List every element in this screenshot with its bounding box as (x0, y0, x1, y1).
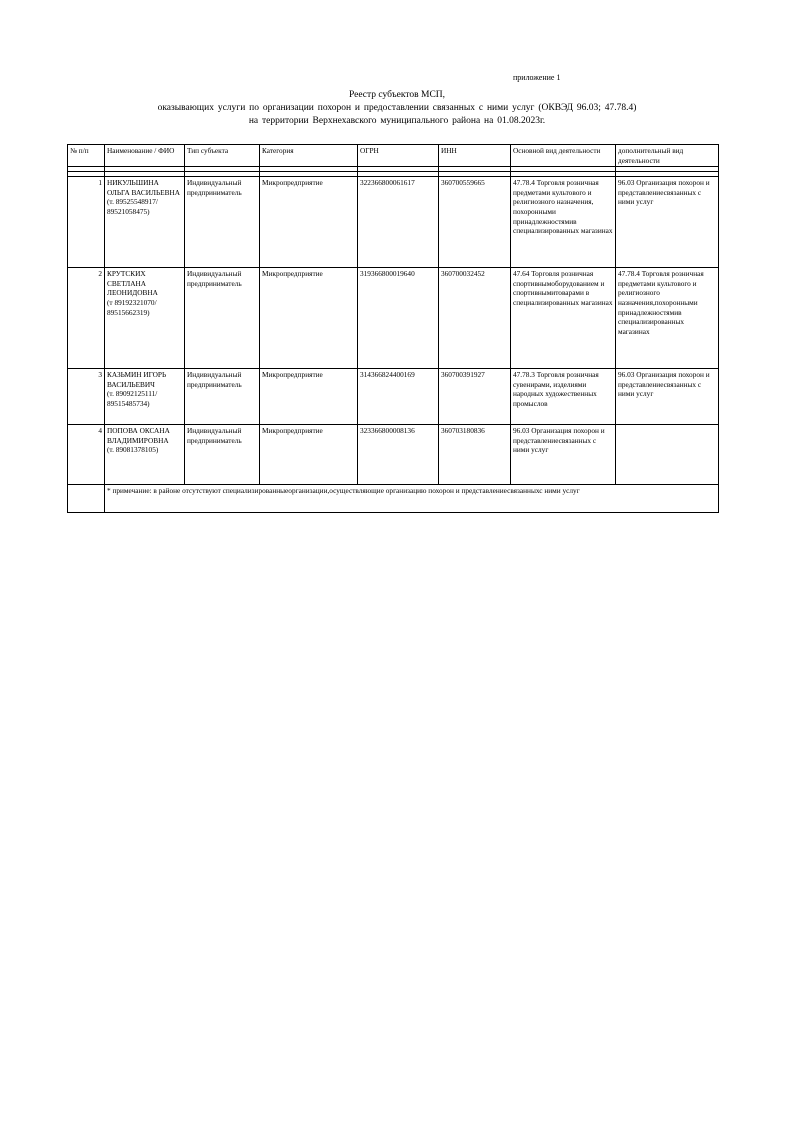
row-type: Индивидуальный предприниматель (185, 369, 260, 425)
row-name-cell (105, 177, 185, 268)
row-inn: 360700559665 (439, 177, 511, 268)
row-name: КРУТСКИХ СВЕТЛАНА ЛЕОНИДОВНА (107, 269, 158, 298)
row-phone: (т. 89092125111/ 89515485734) (107, 389, 158, 408)
header-type: Тип субъекта (185, 145, 260, 167)
row-name-cell (105, 425, 185, 485)
registry-title: Реестр субъектов МСП, (348, 90, 446, 100)
row-category: Микропредприятие (260, 268, 358, 369)
table-header-row (68, 145, 719, 167)
row-num: 4 (68, 425, 105, 485)
row-num: 2 (68, 268, 105, 369)
row-ogrn: 314366824400169 (358, 369, 439, 425)
header-main-activity: Основной вид деятельности (511, 145, 616, 167)
note-text: * примечание: в районе отсутствуют специализированныеорганизации,осуществляющие организацию похорон и представлениесвязанныхс ними услуг (105, 485, 719, 513)
row-name: КАЗЬМИН ИГОРЬ ВАСИЛЬЕВИЧ (107, 370, 167, 389)
registry-territory-date: на территории Верхнехавского муниципального района на 01.08.2023г. (248, 116, 546, 126)
row-num: 1 (68, 177, 105, 268)
row-ogrn: 323366800008136 (358, 425, 439, 485)
row-ogrn: 322366800061617 (358, 177, 439, 268)
row-main-activity: 47.64 Торговля розничная спортивнымоборудованием и спортивнымитоварами в специализированных магазинах (511, 268, 616, 369)
row-category: Микропредприятие (260, 177, 358, 268)
header-additional-activity: дополнительный вид деятельности (616, 145, 719, 167)
row-additional-activity: 47.78.4 Торговля розничная предметами культового и религиозного назначения,похоронными принадлежностямив специализированных магазинах (616, 268, 719, 369)
row-phone: (т. 89081378105) (107, 445, 159, 455)
registry-table (67, 144, 719, 513)
header-inn: ИНН (439, 145, 511, 167)
row-type: Индивидуальный предприниматель (185, 177, 260, 268)
row-inn: 360700391927 (439, 369, 511, 425)
header-name: Наименование / ФИО (105, 145, 185, 167)
row-name: НИКУЛЬШИНА ОЛЬГА ВАСИЛЬЕВНА (107, 178, 181, 197)
row-category: Микропредприятие (260, 369, 358, 425)
row-phone: (т. 89525548917/ 89521058475) (107, 197, 158, 216)
appendix-label: приложение 1 (513, 73, 561, 82)
header-category: Категория (260, 145, 358, 167)
row-inn: 360700032452 (439, 268, 511, 369)
row-name: ПОПОВА ОКСАНА ВЛАДИМИРОВНА (107, 426, 170, 445)
row-main-activity: 47.78.4 Торговля розничная предметами культового и религиозного назначения, похоронными принадлежностямив специализированных магазинах (511, 177, 616, 268)
row-additional-activity (616, 425, 719, 485)
table-row (68, 268, 719, 369)
row-type: Индивидуальный предприниматель (185, 268, 260, 369)
row-num: 3 (68, 369, 105, 425)
table-row (68, 369, 719, 425)
row-category: Микропредприятие (260, 425, 358, 485)
row-phone: (т 89192321070/ 89515662319) (107, 297, 157, 317)
row-ogrn: 319366800019640 (358, 268, 439, 369)
header-ogrn: ОГРН (358, 145, 439, 167)
note-row (68, 485, 719, 513)
registry-subtitle: оказывающих услуги по организации похорон и предоставлении связанных с ними услуг (ОКВЭД 96.03; 47.78.4) (157, 103, 637, 113)
row-additional-activity: 96.03 Организация похорон и представлениесвязанных с ними услуг (616, 369, 719, 425)
row-main-activity: 96.03 Организация похорон и представлениесвязанных с ними услуг (511, 425, 616, 485)
row-inn: 360703180836 (439, 425, 511, 485)
row-name-cell (105, 268, 185, 369)
table-row (68, 177, 719, 268)
header-num: № п/п (68, 145, 105, 167)
row-type: Индивидуальный предприниматель (185, 425, 260, 485)
table-row (68, 425, 719, 485)
row-additional-activity: 96.03 Организация похорон и представлениесвязанных с ними услуг (616, 177, 719, 268)
row-main-activity: 47.78.3 Торговля розничная сувенирами, изделиями народных художественных промыслов (511, 369, 616, 425)
row-name-cell (105, 369, 185, 425)
